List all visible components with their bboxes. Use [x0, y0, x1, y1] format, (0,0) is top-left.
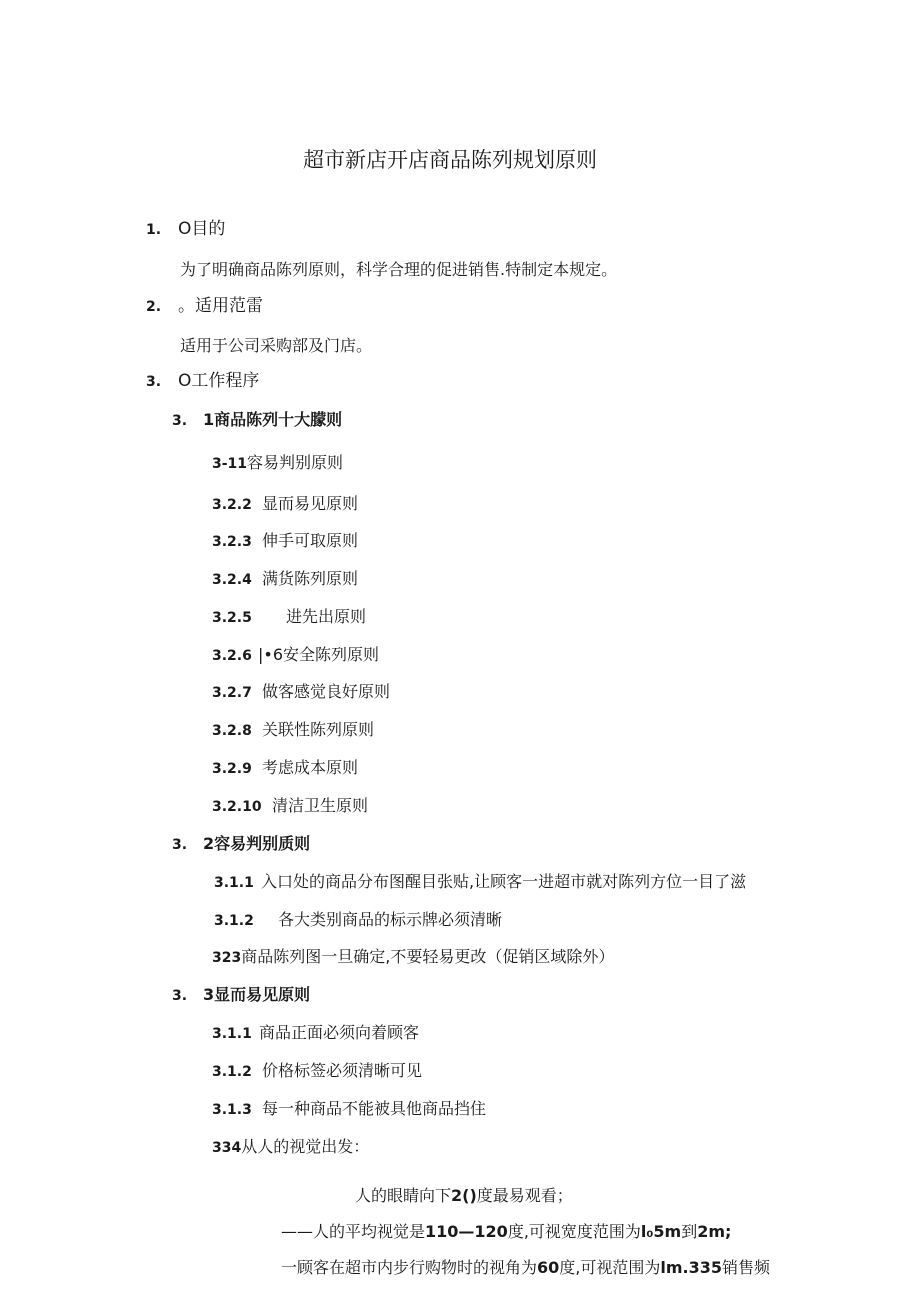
section-number: 1. — [146, 222, 162, 238]
item-text: 伸手可取原则 — [262, 531, 359, 550]
vision-line-2 — [281, 1221, 731, 1243]
item-text: 进先出原则 — [286, 607, 367, 626]
item-number: 3.1.3 — [212, 1102, 252, 1118]
subsection-3-1-heading — [172, 409, 342, 432]
list-item — [212, 644, 379, 667]
section-1-body: 为了明确商品陈列原则，科学合理的促进销售.特制定本规定。 — [180, 260, 618, 279]
item-number: 3.2.5 — [212, 610, 252, 626]
item-number: 3.1.2 — [212, 1064, 252, 1080]
item-text: 考虑成本原则 — [262, 758, 359, 777]
item-number: 3.2.4 — [212, 572, 252, 588]
number-fragment: l₀5m — [640, 1222, 682, 1241]
item-number: 3-11 — [212, 456, 248, 472]
number-fragment: 110—120 — [425, 1222, 508, 1241]
list-item — [214, 871, 746, 894]
list-item — [212, 1136, 369, 1159]
item-text: |•6安全陈列原则 — [258, 645, 380, 664]
list-item — [212, 568, 358, 591]
vision-line-1 — [355, 1185, 573, 1207]
section-1-heading — [146, 218, 225, 241]
item-number: 3.2.3 — [212, 534, 252, 550]
item-number: 334 — [212, 1140, 242, 1156]
item-number: 323 — [212, 950, 242, 966]
text-fragment: 一顾客在超市内步行购物时的视角为 — [281, 1258, 538, 1277]
item-text: 各大类别商品的标示牌必须清晰 — [278, 910, 503, 929]
section-title: 。适用范雷 — [178, 296, 263, 316]
number-fragment: 60 — [537, 1258, 560, 1277]
item-text: 商品正面必须向着顾客 — [259, 1023, 420, 1042]
list-item — [212, 795, 368, 818]
list-item — [212, 719, 374, 742]
item-text: 显而易见原则 — [262, 494, 359, 513]
item-number: 3.2.6 — [212, 648, 252, 664]
item-text: 从人的视觉出发： — [241, 1137, 370, 1156]
section-number: 3. — [172, 837, 188, 853]
list-item — [212, 946, 614, 969]
item-text: 清洁卫生原则 — [272, 796, 369, 815]
item-text: 容易判别原则 — [247, 453, 344, 472]
item-number: 3.1.2 — [214, 913, 254, 929]
section-title: O目的 — [178, 219, 226, 239]
section-title: 1商品陈列十大朦则 — [203, 410, 343, 429]
number-fragment: lm.335 — [660, 1258, 723, 1277]
item-number: 3.2.9 — [212, 761, 252, 777]
item-text: 商品陈列图一旦确定,不要轻易更改（促销区域除外） — [241, 947, 615, 966]
list-item — [212, 1022, 419, 1045]
item-text: 做客感觉良好原则 — [262, 682, 391, 701]
section-2-body: 适用于公司采购部及门店。 — [180, 336, 373, 355]
text-fragment: 销售频 — [722, 1258, 771, 1277]
list-item — [212, 1060, 422, 1083]
section-3-heading — [146, 370, 259, 393]
section-number: 3. — [146, 374, 162, 390]
list-item — [212, 757, 358, 780]
item-text: 价格标签必须清晰可见 — [262, 1061, 423, 1080]
text-fragment: ——人的平均视觉是 — [281, 1222, 426, 1241]
section-2-heading — [146, 295, 263, 318]
item-text: 关联性陈列原则 — [262, 720, 375, 739]
section-title: 3显而易见原则 — [203, 985, 311, 1004]
subsection-3-2-heading — [172, 833, 310, 856]
list-item — [212, 606, 366, 629]
number-fragment: 2m; — [697, 1222, 732, 1241]
list-item — [212, 452, 343, 475]
section-title: O工作程序 — [178, 371, 260, 391]
text-fragment: 到 — [681, 1222, 698, 1241]
vision-line-3 — [281, 1257, 770, 1279]
list-item — [212, 1098, 486, 1121]
item-number: 3.1.1 — [212, 1026, 252, 1042]
section-number: 2. — [146, 299, 162, 315]
list-item — [212, 493, 358, 516]
list-item — [214, 909, 502, 932]
item-text: 满货陈列原则 — [262, 569, 359, 588]
page-title: 超市新店开店商品陈列规划原则 — [303, 148, 597, 172]
item-number: 3.1.1 — [214, 875, 254, 891]
text-fragment: 度,可视范围为 — [559, 1258, 661, 1277]
item-text: 每一种商品不能被具他商品挡住 — [262, 1099, 487, 1118]
item-number: 3.2.10 — [212, 799, 262, 815]
list-item — [212, 681, 390, 704]
section-number: 3. — [172, 988, 188, 1004]
subsection-3-3-heading — [172, 984, 310, 1007]
section-number: 3. — [172, 413, 188, 429]
text-fragment: 人的眼睛向下 — [355, 1186, 452, 1205]
item-text: 入口处的商品分布图醒目张贴,让顾客一进超市就对陈列方位一目了滋 — [261, 872, 747, 891]
list-item — [212, 530, 358, 553]
item-number: 3.2.8 — [212, 723, 252, 739]
section-title: 2容易判别质则 — [203, 834, 311, 853]
number-fragment: 2() — [451, 1186, 477, 1205]
text-fragment: 度最易观看； — [476, 1186, 573, 1205]
text-fragment: 度,可视宽度范围为 — [507, 1222, 641, 1241]
item-number: 3.2.2 — [212, 497, 252, 513]
item-number: 3.2.7 — [212, 685, 252, 701]
